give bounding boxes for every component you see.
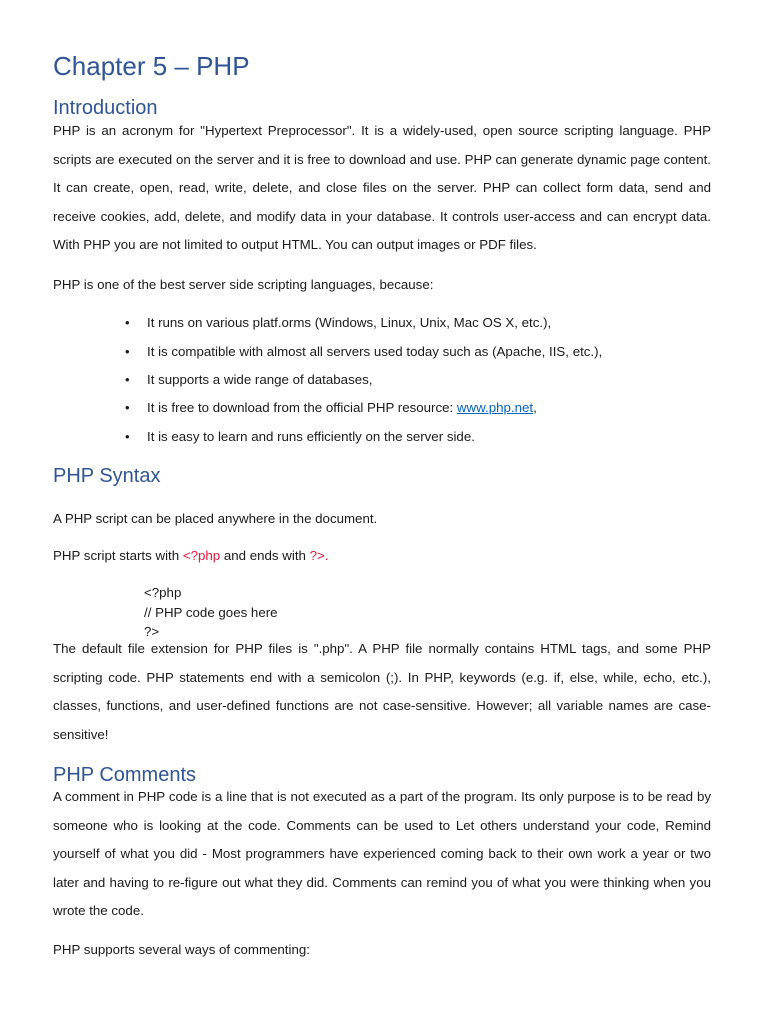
feature-bullet-list <box>53 313 711 453</box>
section-heading-php-comments: PHP Comments <box>53 764 197 786</box>
comments-paragraph-2: PHP supports several ways of commenting: <box>53 942 310 957</box>
bullet-icon: • <box>125 315 130 330</box>
list-item-text: It is compatible with almost all servers used today such as (Apache, IIS, etc.), <box>147 344 603 359</box>
php-close-tag: ?>. <box>309 548 329 563</box>
bullet-icon: • <box>125 400 130 415</box>
syntax-p2-middle: and ends with <box>220 548 310 563</box>
bullet-icon: • <box>125 429 130 444</box>
bullet-icon: • <box>125 344 130 359</box>
intro-paragraph: PHP is an acronym for "Hypertext Preprocessor". It is a widely-used, open source scripting language. PHP scripts are executed on the server and it is free to download and use. PHP can generate dynamic page content. It can create, open, read, write, delete, and close files on the server. PHP can collect form data, send and receive cookies, add, delete, and modify data in your database. It controls user-access and can encrypt data. With PHP you are not limited to output HTML. You can output images or PDF files. <box>53 123 711 252</box>
code-line: <?php <box>144 585 182 600</box>
list-item-text: It runs on various platf.orms (Windows, Linux, Unix, Mac OS X, etc.), <box>147 315 552 330</box>
section-heading-php-syntax: PHP Syntax <box>53 465 161 487</box>
syntax-p2-prefix: PHP script starts with <box>53 548 183 563</box>
bullet-icon: • <box>125 372 130 387</box>
section-heading-introduction: Introduction <box>53 97 158 119</box>
intro-lead-text: PHP is one of the best server side scripting languages, because: <box>53 277 434 292</box>
list-item-text-suffix: , <box>533 400 537 415</box>
php-net-link[interactable]: www.php.net <box>456 400 534 415</box>
list-item-text-prefix: It is free to download from the official PHP resource: <box>147 400 457 415</box>
list-item-text: It supports a wide range of databases, <box>147 372 373 387</box>
syntax-paragraph-2 <box>53 546 711 565</box>
chapter-title: Chapter 5 – PHP <box>53 51 250 81</box>
php-open-tag: <?php <box>182 548 221 563</box>
list-item-text <box>147 398 537 417</box>
syntax-paragraph-3: The default file extension for PHP files is ".php". A PHP file normally contains HTML tags, and some PHP scripting code. PHP statements end with a semicolon (;). In PHP, keywords (e.g. if, else, while, echo, etc.), classes, functions, and user-defined functions are not case-sensitive. However; all variable names are case-sensitive! <box>53 641 711 742</box>
syntax-paragraph-1: A PHP script can be placed anywhere in the document. <box>53 511 378 526</box>
list-item-text: It is easy to learn and runs efficiently on the server side. <box>147 429 475 444</box>
comments-paragraph-1: A comment in PHP code is a line that is not executed as a part of the program. Its only purpose is to be read by someone who is looking at the code. Comments can be used to Let others understand your code, Remind yourself of what you did - Most programmers have experienced coming back to their own work a year or two later and having to re-figure out what they did. Comments can remind you of what you were thinking when you wrote the code. <box>53 789 711 918</box>
code-line: // PHP code goes here <box>144 605 278 620</box>
code-line: ?> <box>144 624 160 639</box>
